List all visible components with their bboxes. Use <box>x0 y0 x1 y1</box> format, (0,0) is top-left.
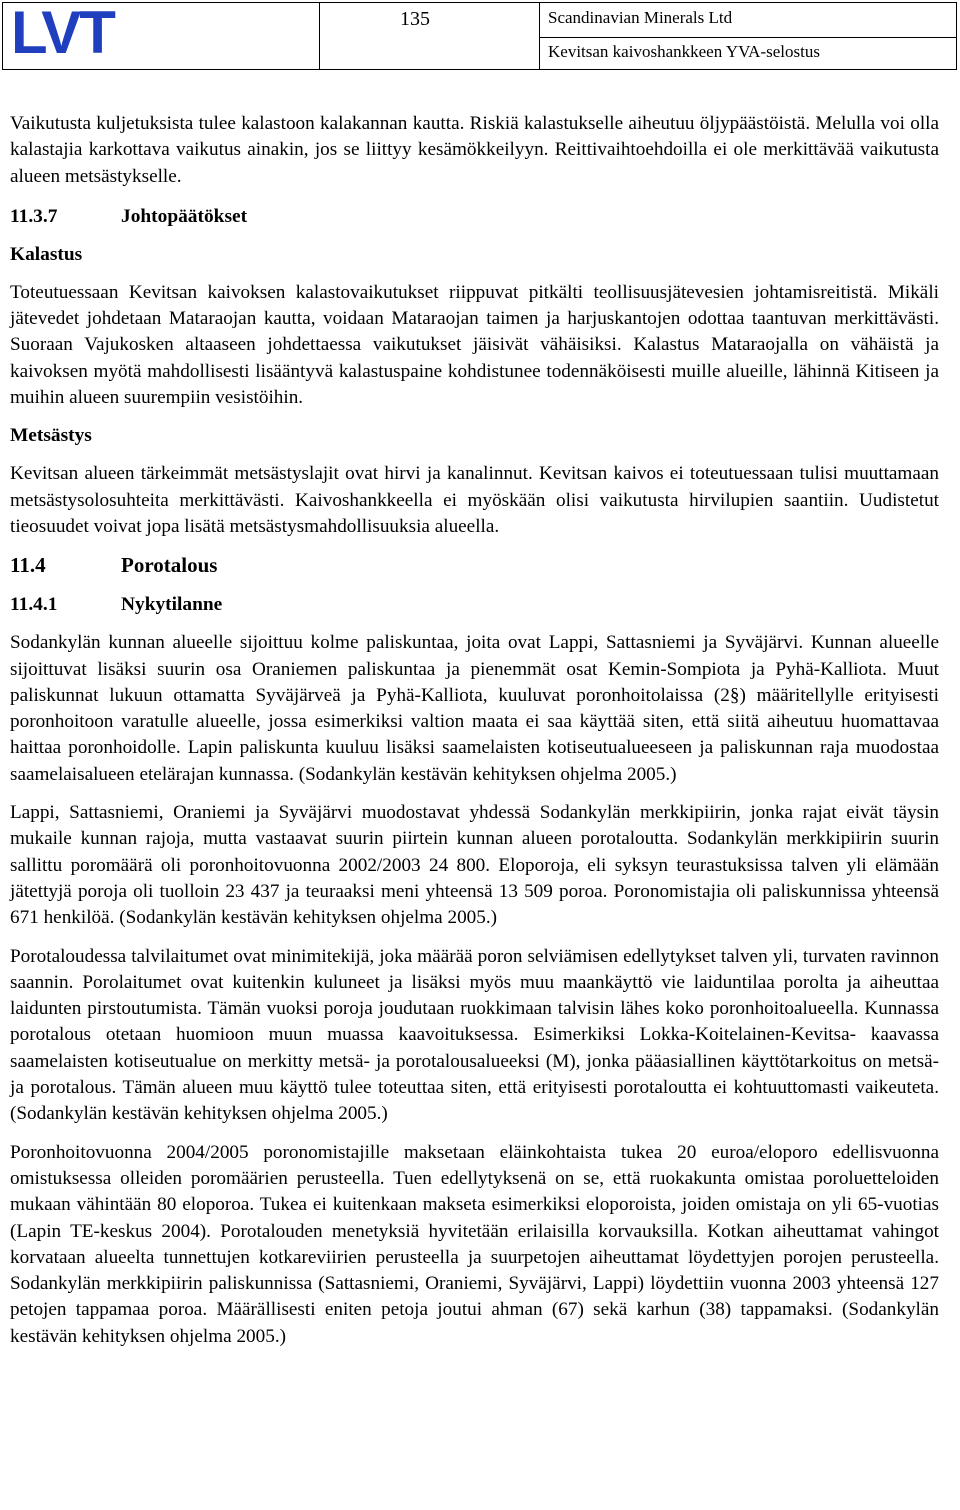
section-heading-11-4-1 <box>10 592 939 618</box>
section-title: Porotalous <box>121 553 218 578</box>
section-number: 11.3.7 <box>10 205 58 227</box>
company-name: Scandinavian Minerals Ltd <box>548 8 733 27</box>
section-number: 11.4.1 <box>10 594 58 616</box>
porotalous-paragraph-4: Poronhoitovuonna 2004/2005 poronomistajille maksetaan eläinkohtaista tukea 20 euroa/eloporo edellisvuonna omistuksessa olleiden poromäärien perusteella. Tuen edellytyksenä on se, että ruokakunta omistaa poroluetteloiden mukaan vähintään 80 eloporoa. Tukea ei kuitenkaan makseta esimerkiksi eloporoista, joiden omistaja on yli 65-vuotias (Lapin TE-keskus 2004). Porotalouden menetyksiä hyvitetään erilaisilla korvauksilla. Kotkan aiheuttamat vahingot korvataan alueelta tunnettujen kotkareviirien perusteella ja suurpetojen aiheuttamat löydettyjen porojen perusteella. Sodankylän merkkipiirin paliskunnissa (Sattasniemi, Oraniemi, Syväjärvi, Lappi) löydettiin vuonna 2003 yhteensä 127 petojen tappamaa poroa. Määrällisesti eniten petoja joutui ahman (67) sekä karhun (38) tappamaksi. (Sodankylän kestävän kehityksen ohjelma 2005.) <box>10 1141 939 1347</box>
subheading-metsastys: Metsästys <box>10 425 92 447</box>
metsastys-paragraph: Kevitsan alueen tärkeimmät metsästyslajit ovat hirvi ja kanalinnut. Kevitsan kaivos ei toteutuessaan tulisi muuttamaan metsästysolosuhteita merkittävästi. Kaivoshankkeella ei myöskään olisi vaikutusta hirvilupien saantiin. Uudistetut tieosuudet voivat jopa lisätä metsästysmahdollisuuksia alueella. <box>10 463 939 537</box>
section-title: Johtopäätökset <box>121 205 248 227</box>
section-heading-11-4 <box>10 552 939 578</box>
document-info-cell <box>540 3 956 69</box>
lvt-logo <box>11 7 141 59</box>
porotalous-paragraph-1: Sodankylän kunnan alueelle sijoittuu kolme paliskuntaa, joita ovat Lappi, Sattasniemi ja Syväjärvi. Kunnan alueelle sijoittuvat lisäksi suurin osa Oraniemen paliskuntaa ja pienemmät osat Kemin-Sompiota ja Pyhä-Kalliota. Muut paliskunnat lukuun ottamatta Syväjärveä ja Pyhä-Kalliota, kuuluvat poronhoitolaissa (2§) määritellylle erityisesti poronhoitoon varatulle alueelle, jossa esimerkiksi valtion maata ei saa käyttää siten, että siitä aiheutuu huomattavaa haittaa poronhoidolle. Lapin paliskunta kuuluu lisäksi saamelaisten kotiseutualueeseen ja paliskunnan raja muodostaa saamelaisalueen etelärajan kunnassa. (Sodankylän kestävän kehityksen ohjelma 2005.) <box>10 632 939 785</box>
logo-cell <box>3 3 320 69</box>
page-header <box>2 2 957 70</box>
section-title: Nykytilanne <box>121 594 223 616</box>
porotalous-paragraph-2: Lappi, Sattasniemi, Oraniemi ja Syväjärvi muodostavat yhdessä Sodankylän merkkipiirin, jonka rajat eivät täysin mukaile kunnan rajoja, mutta vastaavat suurin piirtein kunnan alueen porotaloutta. Sodankylän merkkipiirin suurin sallittu poromäärä oli poronhoitovuonna 2002/2003 24 800. Eloporoja, eli syksyn teurastuksissa talven yli elämään jätettyjä poroja oli tuolloin 23 437 ja teuraaksi meni yhteensä 13 509 poroa. Poronomistajia oli paliskunnissa yhteensä 671 henkilöä. (Sodankylän kestävän kehityksen ohjelma 2005.) <box>10 802 939 929</box>
svg-text:LVT: LVT <box>11 7 114 59</box>
page-body <box>10 111 939 1350</box>
page-number-cell <box>320 3 540 69</box>
porotalous-paragraph-3: Porotaloudessa talvilaitumet ovat minimitekijä, joka määrää poron selviämisen edellytykset talven yli, turvaten ravinnon saannin. Porolaitumet ovat kuitenkin kuluneet ja lisäksi myös muu maankäyttö vie laiduntilaa porolta ja aiheuttaa laidunten pirstoutumista. Tämän vuoksi poroja joudutaan ruokkimaan talvisin lähes koko poronhoitoalueella. Kunnassa porotalous otetaan huomioon muun muassa kaavoituksessa. Esimerkiksi Lokka-Koitelainen-Kevitsa- kaavassa saamelaisten kotiseutualue on merkitty metsä- ja porotalousalueeksi (M), jonka pääasiallinen käyttötarkoitus on metsä- ja porotalous. Tämän alueen muu käyttö tulee toteuttaa siten, että erityisesti porotaloutta ei kohtuuttomasti vaikeuteta. (Sodankylän kestävän kehityksen ohjelma 2005.) <box>10 945 939 1125</box>
kalastus-paragraph: Toteutuessaan Kevitsan kaivoksen kalastovaikutukset riippuvat pitkälti teollisuusjätevesien johtamisreitistä. Mikäli jätevedet johdetaan Mataraojan kautta, voidaan Mataraojan taimen ja harjuskantojen odottaa taantuvan merkittävästi. Suoraan Vajukosken altaaseen johdettaessa vaikutukset jäisivät vähäisiksi. Kalastus Mataraojalla on vähäistä ja kaivoksen myötä mahdollisesti lisääntyvä kalastuspaine kohdistunee todennäköisesti muille alueille, lähinnä Kitiseen ja muihin alueen suurempiin vesistöihin. <box>10 281 939 409</box>
document-title: Kevitsan kaivoshankkeen YVA-selostus <box>548 42 820 61</box>
page-number: 135 <box>400 8 430 30</box>
section-number: 11.4 <box>10 553 46 578</box>
intro-paragraph: Vaikutusta kuljetuksista tulee kalastoon kalakannan kautta. Riskiä kalastukselle aiheutuu öljypäästöistä. Melulla voi olla kalastajia karkottava vaikutus ainakin, jos se liittyy kesämökkeilyyn. Reittivaihtoehdoilla ei ole merkittävää vaikutusta alueen metsästykselle. <box>10 113 939 187</box>
subheading-kalastus: Kalastus <box>10 243 83 265</box>
section-heading-11-3-7 <box>10 204 939 230</box>
